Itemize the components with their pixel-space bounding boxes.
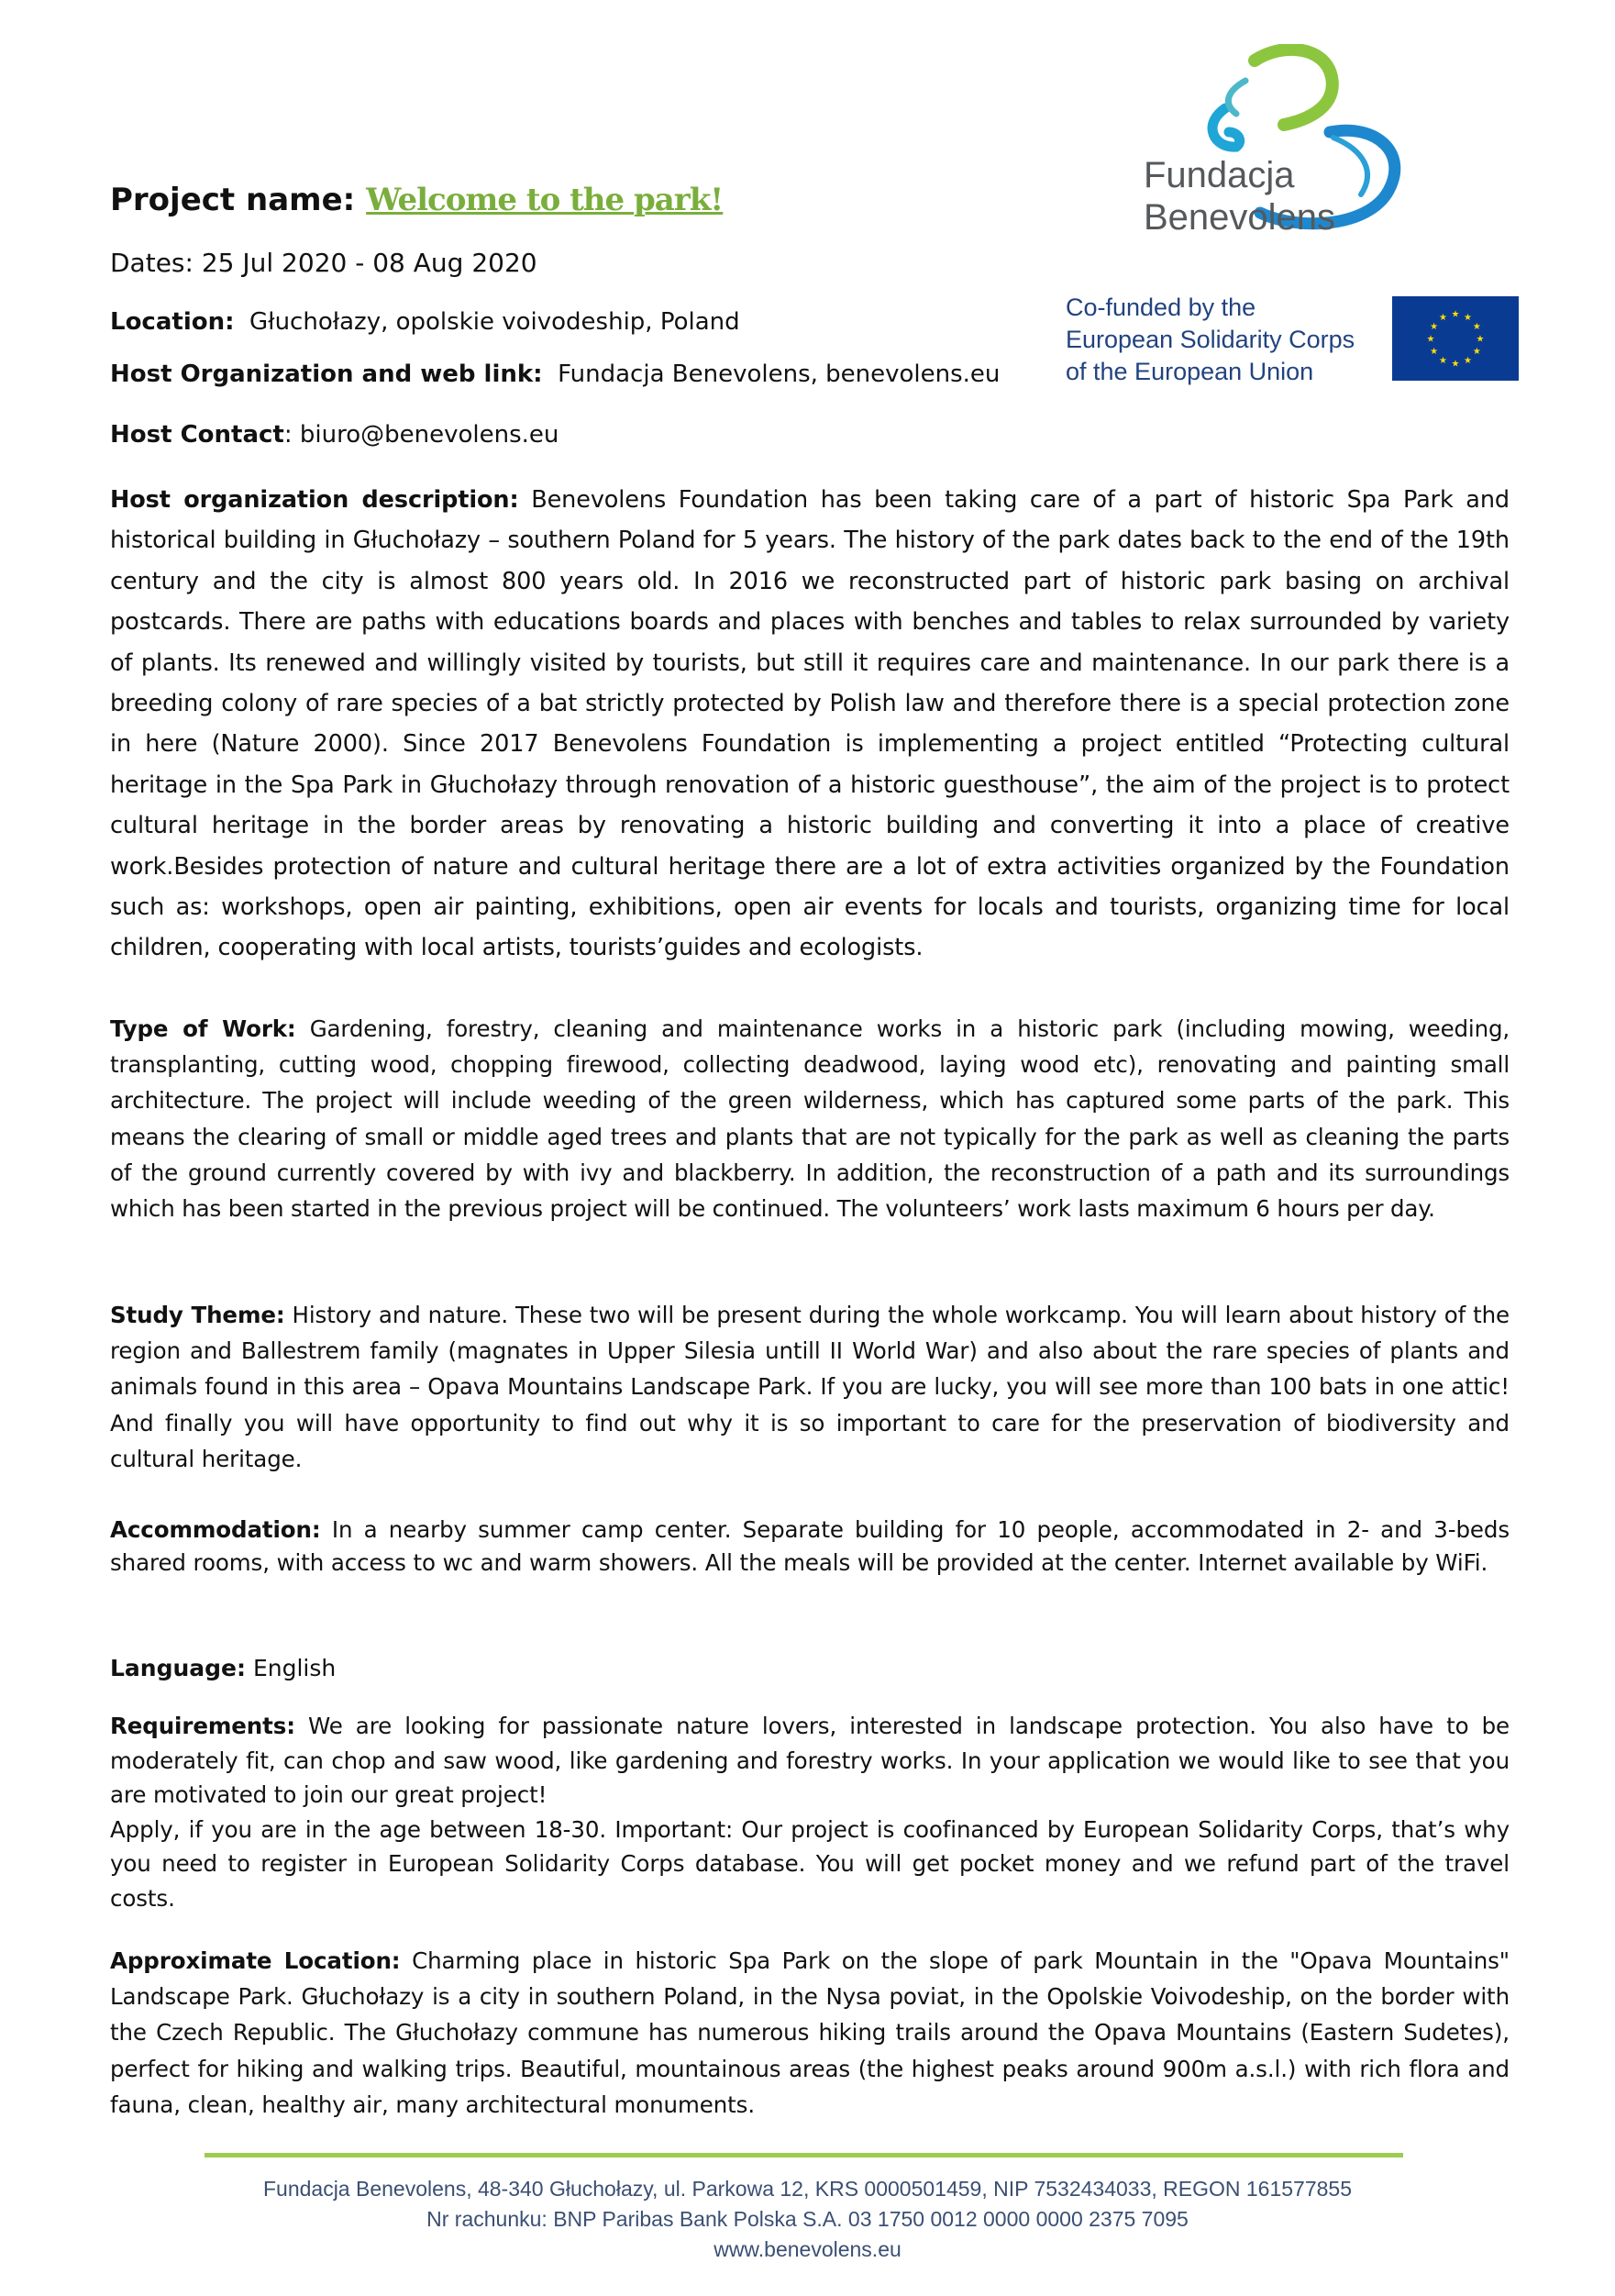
eu-star-icon: ★ — [1451, 309, 1460, 320]
eu-star-icon: ★ — [1472, 322, 1481, 332]
type-of-work-label: Type of Work: — [110, 1015, 296, 1042]
location-value: Głuchołazy, opolskie voivodeship, Poland — [249, 308, 740, 336]
eu-cofunded-text — [1066, 292, 1355, 388]
host-description-label: Host organization description: — [110, 486, 519, 514]
footer-divider — [205, 2153, 1403, 2157]
study-theme-label: Study Theme: — [110, 1302, 285, 1328]
eu-line-2: European Solidarity Corps — [1066, 326, 1355, 353]
host-label: Host Organization and web link: — [110, 360, 543, 388]
accommodation-text: In a nearby summer camp center. Separate building for 10 people, accommodated in 2- and 3-beds shared rooms, with access to wc and warm showers. All the meals will be provided at the center. Internet available by WiFi. — [110, 1516, 1510, 1576]
project-title — [110, 182, 723, 218]
eu-star-icon: ★ — [1472, 347, 1481, 357]
project-label: Project name: — [110, 182, 356, 218]
type-of-work-section — [110, 1011, 1510, 1304]
approximate-location-section — [110, 1943, 1510, 2135]
eu-star-icon: ★ — [1439, 313, 1447, 324]
contact-value: : biuro@benevolens.eu — [283, 421, 559, 449]
language-text: English — [252, 1655, 337, 1681]
approximate-location-text: Charming place in historic Spa Park on the slope of park Mountain in the "Opava Mountains" Landscape Park. Głuchołazy is a city in southern Poland, in the Nysa poviat, in the Opolskie Voivodeship, on the border with the Czech Republic. The Głuchołazy commune has numerous hiking trails around the Opava Mountains (Eastern Sudetes), perfect for hiking and walking trips. Beautiful, mountainous areas (the highest peaks around 900m a.s.l.) with rich flora and fauna, clean, healthy air, many architectural monuments. — [110, 1947, 1510, 2118]
location-label: Location: — [110, 308, 235, 336]
eu-star-icon: ★ — [1464, 355, 1472, 366]
type-of-work-text: Gardening, forestry, cleaning and maintenance works in a historic park (including mowing, weeding, transplanting, cutting wood, chopping firewood, collecting deadwood, laying wood etc), renovating and painting small architecture. The project will include weeding of the green wilderness, which has captured some parts of the park. This means the clearing of small or middle aged trees and plants that are not typically for the park as well as cleaning the parts of the ground currently covered by with ivy and blackberry. In addition, the reconstruction of a path and its surroundings which has been started in the previous project will be continued. The volunteers’ work lasts maximum 6 hours per day. — [110, 1015, 1510, 1223]
logo-wordmark — [1144, 154, 1335, 238]
requirements-text-2: Apply, if you are in the age between 18-30. Important: Our project is coofinanced by European Solidarity Corps, that’s why you need to register in European Solidarity Corps database. You will get pocket money and we refund part of the travel costs. — [110, 1815, 1510, 1912]
host-description-section — [110, 480, 1510, 966]
eu-star-icon: ★ — [1430, 347, 1439, 357]
eu-star-icon: ★ — [1464, 313, 1472, 324]
host-contact — [110, 421, 559, 449]
logo-line-1: Fundacja — [1144, 155, 1295, 195]
footer-address: Fundacja Benevolens, 48-340 Głuchołazy, ul. Parkowa 12, KRS 0000501459, NIP 7532434033, REGON 161577855 — [262, 2177, 1352, 2201]
eu-line-1: Co-funded by the — [1066, 294, 1256, 321]
host-description-text: Benevolens Foundation has been taking care of a part of historic Spa Park and historical building in Głuchołazy – southern Poland for 5 years. The history of the park dates back to the end of the 19th century and the city is almost 800 years old. In 2016 we reconstructed part of historic park basing on archival postcards. There are paths with educations boards and places with benches and tables to relax surrounded by variety of plants. Its renewed and willingly visited by tourists, but still it requires care and maintenance. In our park there is a breeding colony of rare species of a bat strictly protected by Polish law and therefore there is a special protection zone in here (Nature 2000). Since 2017 Benevolens Foundation is implementing a project entitled “Protecting cultural heritage in the Spa Park in Głuchołazy through renovation of a historic guesthouse”, the aim of the project is to protect cultural heritage in the border areas by renovating a historic building and converting it into a place of creative work.Besides protection of nature and cultural heritage there are a lot of extra activities organized by the Foundation such as: workshops, open air painting, exhibitions, open air events for locals and tourists, organizing time for local children, cooperating with local artists, tourists’guides and ecologists. — [110, 486, 1510, 962]
host-organization — [110, 360, 1000, 388]
requirements-section — [110, 1709, 1510, 1947]
accommodation-section — [110, 1514, 1510, 1633]
host-value: Fundacja Benevolens, benevolens.eu — [558, 360, 1001, 388]
requirements-label: Requirements: — [110, 1713, 295, 1739]
accommodation-label: Accommodation: — [110, 1516, 321, 1543]
study-theme-section — [110, 1297, 1510, 1490]
requirements-text: We are looking for passionate nature lovers, interested in landscape protection. You also have to be moderately fit, can chop and saw wood, like gardening and forestry works. In your application we would like to see that you are motivated to join our great project! — [110, 1713, 1510, 1808]
approximate-location-label: Approximate Location: — [110, 1947, 401, 1974]
eu-star-icon: ★ — [1439, 355, 1447, 366]
project-dates: Dates: 25 Jul 2020 - 08 Aug 2020 — [110, 248, 537, 278]
footer-bank-account: Nr rachunku: BNP Paribas Bank Polska S.A. 03 1750 0012 0000 0000 2375 7095 — [426, 2207, 1189, 2231]
eu-star-icon: ★ — [1451, 359, 1460, 370]
language-label: Language: — [110, 1655, 247, 1681]
footer-website-link[interactable]: www.benevolens.eu — [713, 2237, 902, 2261]
contact-label: Host Contact — [110, 421, 284, 449]
language-section — [110, 1652, 1510, 1692]
eu-star-icon: ★ — [1476, 334, 1485, 345]
study-theme-text: History and nature. These two will be present during the whole workcamp. You will learn about history of the region and Ballestrem family (magnates in Upper Silesia untill II World War) and also about the rare species of plants and animals found in this area – Opava Mountains Landscape Park. If you are lucky, you will see more than 100 bats in one attic! And finally you will have opportunity to find out why it is so important to care for the preservation of biodiversity and cultural heritage. — [110, 1302, 1510, 1472]
project-name: Welcome to the park! — [366, 182, 724, 218]
logo-line-2: Benevolens — [1144, 197, 1336, 238]
eu-line-3: of the European Union — [1066, 358, 1314, 385]
eu-star-icon: ★ — [1426, 334, 1435, 345]
eu-star-icon: ★ — [1430, 322, 1439, 332]
project-location — [110, 308, 740, 336]
eu-flag-icon — [1392, 296, 1519, 381]
